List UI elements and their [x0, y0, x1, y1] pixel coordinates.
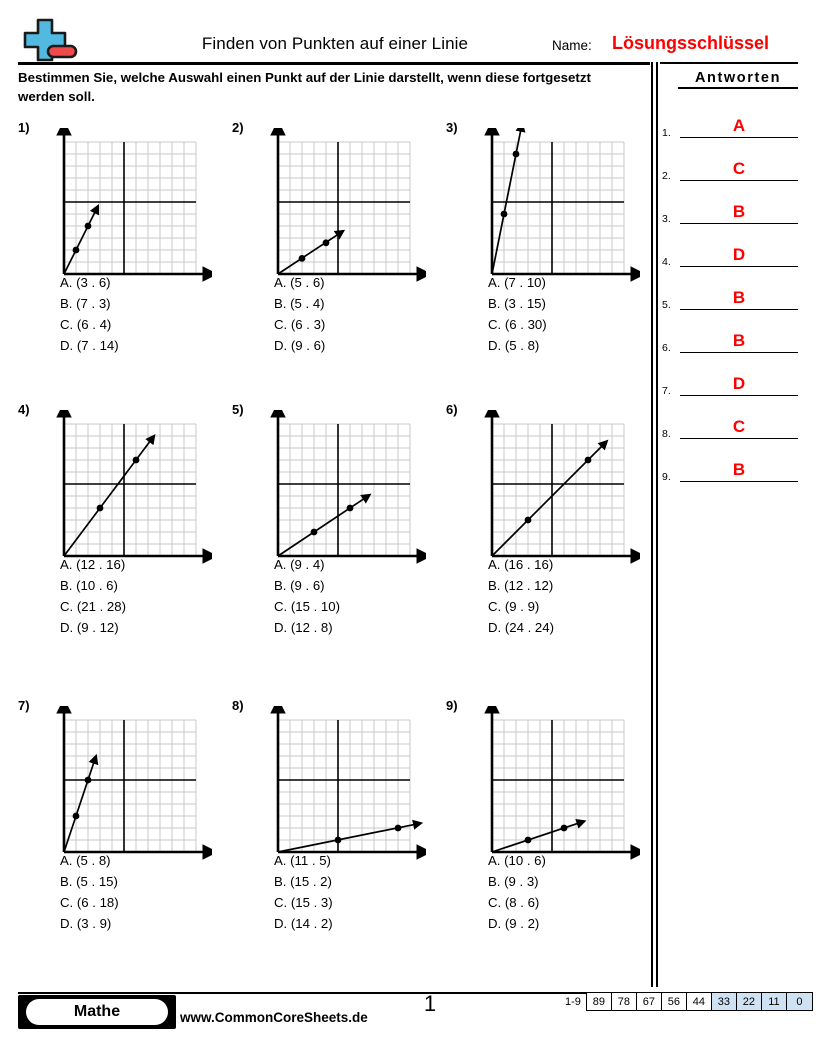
score-scale-cell: 67: [637, 993, 662, 1010]
answer-value: D: [732, 374, 746, 393]
answer-value: B: [732, 202, 746, 221]
answer-choice[interactable]: B. (12 . 12): [488, 578, 554, 593]
instructions-text: Bestimmen Sie, welche Auswahl einen Punkt auf der Linie darstellt, wenn diese fortgesetzt werden soll.: [18, 70, 591, 104]
coordinate-graph: [264, 410, 414, 542]
answer-number: 2.: [662, 170, 671, 182]
answer-value: C: [732, 159, 746, 178]
site-url: www.CommonCoreSheets.de: [180, 1010, 368, 1025]
answer-blank-line[interactable]: [680, 438, 798, 439]
score-scale-cell: 0: [787, 993, 812, 1010]
problem-number: 6): [446, 402, 458, 417]
answer-row: [662, 333, 798, 353]
score-scale: [560, 992, 813, 1011]
answer-blank-line[interactable]: [680, 309, 798, 310]
answer-choice[interactable]: A. (9 . 4): [274, 557, 325, 572]
problem-number: 2): [232, 120, 244, 135]
answer-number: 8.: [662, 428, 671, 440]
answer-choices: [60, 272, 230, 356]
answer-number: 6.: [662, 342, 671, 354]
answer-choice[interactable]: B. (3 . 15): [488, 296, 546, 311]
score-scale-cell: 56: [662, 993, 687, 1010]
answer-choice[interactable]: C. (6 . 30): [488, 317, 547, 332]
answer-value: B: [732, 331, 746, 350]
problem-number: 9): [446, 698, 458, 713]
answer-choice[interactable]: A. (16 . 16): [488, 557, 554, 572]
answer-choice[interactable]: D. (24 . 24): [488, 620, 554, 635]
answer-choices: [60, 554, 230, 638]
coordinate-graph: [50, 706, 200, 838]
answer-row: [662, 161, 798, 181]
answer-row: [662, 118, 798, 138]
answer-key-label: Lösungsschlüssel: [612, 33, 770, 53]
answer-number: 4.: [662, 256, 671, 268]
problem-number: 5): [232, 402, 244, 417]
page-title: Finden von Punkten auf einer Linie: [201, 34, 469, 53]
answer-choice[interactable]: D. (3 . 9): [60, 916, 112, 931]
problem-number: 8): [232, 698, 244, 713]
answer-choice[interactable]: B. (9 . 6): [274, 578, 325, 593]
answer-choice[interactable]: D. (12 . 8): [274, 620, 333, 635]
name-label: Name:: [552, 38, 592, 53]
coordinate-graph: [264, 128, 414, 260]
subject-badge-label: Mathe: [26, 999, 168, 1025]
answer-choice[interactable]: A. (5 . 6): [274, 275, 325, 290]
problem-number: 4): [18, 402, 30, 417]
answers-column-divider: [651, 62, 658, 987]
coordinate-graph: [478, 410, 628, 542]
answer-choice[interactable]: D. (7 . 14): [60, 338, 119, 353]
page-header: [0, 0, 816, 64]
header-divider-right: [660, 62, 798, 64]
answer-value: A: [732, 116, 746, 135]
subject-badge: [18, 995, 176, 1029]
answer-number: 1.: [662, 127, 671, 139]
answer-choices: [60, 850, 230, 934]
answer-value: C: [732, 417, 746, 436]
answer-choice[interactable]: A. (11 . 5): [274, 853, 331, 868]
answer-blank-line[interactable]: [680, 352, 798, 353]
answer-choice[interactable]: C. (8 . 6): [488, 895, 540, 910]
answer-choices: [274, 272, 444, 356]
answer-choice[interactable]: A. (7 . 10): [488, 275, 546, 290]
answer-choice[interactable]: C. (6 . 18): [60, 895, 119, 910]
answer-choice[interactable]: B. (7 . 3): [60, 296, 111, 311]
answer-blank-line[interactable]: [680, 395, 798, 396]
answer-number: 5.: [662, 299, 671, 311]
answer-row: [662, 204, 798, 224]
answer-blank-line[interactable]: [680, 223, 798, 224]
answer-blank-line[interactable]: [680, 481, 798, 482]
answer-value: D: [732, 245, 746, 264]
answer-choices: [274, 554, 444, 638]
coordinate-graph: [478, 128, 628, 260]
answer-value: B: [732, 460, 746, 479]
answer-number: 7.: [662, 385, 671, 397]
score-scale-cell: 11: [762, 993, 787, 1010]
answers-heading: Antworten: [678, 70, 798, 89]
plus-minus-logo-icon: [18, 18, 80, 62]
score-scale-cell: 78: [612, 993, 637, 1010]
answer-row: [662, 247, 798, 267]
answer-choice[interactable]: B. (5 . 4): [274, 296, 325, 311]
score-scale-cell: 44: [687, 993, 712, 1010]
answer-choice[interactable]: D. (5 . 8): [488, 338, 540, 353]
problem-number: 3): [446, 120, 458, 135]
coordinate-graph: [50, 128, 200, 260]
answer-choices: [488, 272, 658, 356]
coordinate-graph: [478, 706, 628, 838]
answer-choice[interactable]: A. (5 . 8): [60, 853, 111, 868]
answer-blank-line[interactable]: [680, 137, 798, 138]
score-scale-cells: [586, 992, 813, 1011]
page-number: 1: [423, 991, 437, 1016]
answer-choice[interactable]: D. (9 . 2): [488, 916, 540, 931]
answer-choice[interactable]: C. (6 . 3): [274, 317, 326, 332]
answer-choices: [488, 850, 658, 934]
answer-choice[interactable]: D. (9 . 12): [60, 620, 119, 635]
answer-row: [662, 290, 798, 310]
score-scale-cell: 89: [587, 993, 612, 1010]
score-scale-cell: 33: [712, 993, 737, 1010]
answer-blank-line[interactable]: [680, 266, 798, 267]
score-scale-cell: 22: [737, 993, 762, 1010]
header-divider-left: [18, 62, 650, 65]
answer-choice[interactable]: B. (10 . 6): [60, 578, 118, 593]
answer-choice[interactable]: B. (9 . 3): [488, 874, 539, 889]
answer-choice[interactable]: C. (9 . 9): [488, 599, 540, 614]
answer-row: [662, 462, 798, 482]
answer-blank-line[interactable]: [680, 180, 798, 181]
answer-choice[interactable]: B. (15 . 2): [274, 874, 332, 889]
answer-number: 9.: [662, 471, 671, 483]
answer-choice[interactable]: C. (21 . 28): [60, 599, 126, 614]
answer-number: 3.: [662, 213, 671, 225]
answer-choice[interactable]: A. (3 . 6): [60, 275, 111, 290]
answer-choice[interactable]: A. (10 . 6): [488, 853, 546, 868]
answer-choice[interactable]: A. (12 . 16): [60, 557, 126, 572]
answer-choice[interactable]: C. (15 . 10): [274, 599, 340, 614]
coordinate-graph: [50, 410, 200, 542]
score-scale-range: 1-9: [565, 995, 581, 1008]
answer-choice[interactable]: C. (6 . 4): [60, 317, 112, 332]
answer-row: [662, 419, 798, 439]
coordinate-graph: [264, 706, 414, 838]
answer-choices: [274, 850, 444, 934]
answer-choice[interactable]: D. (9 . 6): [274, 338, 326, 353]
problem-number: 7): [18, 698, 30, 713]
answer-choices: [488, 554, 658, 638]
problem-number: 1): [18, 120, 30, 135]
answer-choice[interactable]: D. (14 . 2): [274, 916, 333, 931]
answer-choice[interactable]: C. (15 . 3): [274, 895, 333, 910]
answer-value: B: [732, 288, 746, 307]
answer-choice[interactable]: B. (5 . 15): [60, 874, 118, 889]
answer-row: [662, 376, 798, 396]
